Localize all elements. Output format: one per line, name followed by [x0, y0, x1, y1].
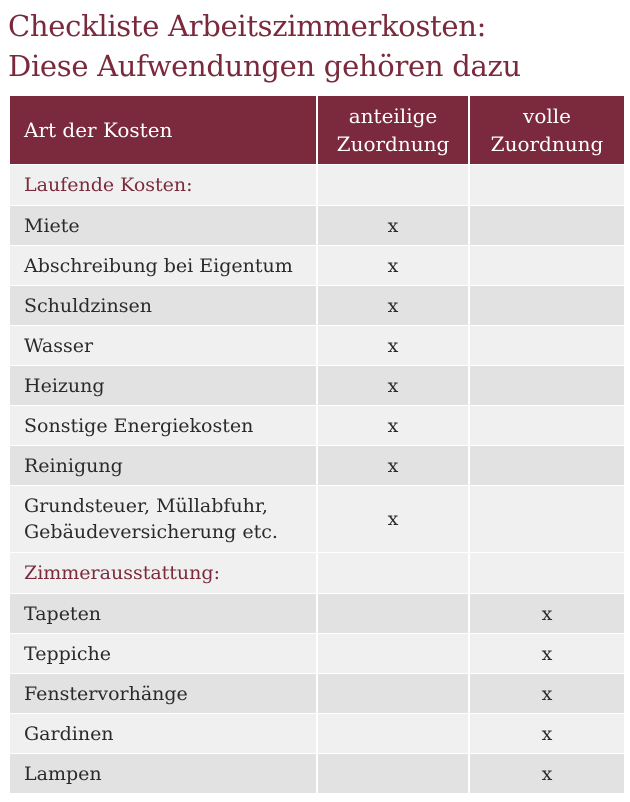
partial-allocation-cell [318, 753, 468, 793]
cost-type-cell: Fenstervorhänge [10, 673, 316, 713]
table-row [10, 245, 624, 285]
empty-cell [470, 552, 624, 593]
partial-allocation-cell [318, 713, 468, 753]
table-row [10, 445, 624, 485]
cost-type-cell: Heizung [10, 365, 316, 405]
partial-allocation-cell [318, 673, 468, 713]
table-row [10, 325, 624, 365]
section-heading: Laufende Kosten: [10, 164, 316, 205]
full-allocation-cell [470, 405, 624, 445]
partial-allocation-cell: x [318, 325, 468, 365]
cost-type-cell: Grundsteuer, Müllabfuhr, Gebäudeversicherung etc. [10, 485, 316, 552]
cost-type-cell: Teppiche [10, 633, 316, 673]
table-row [10, 593, 624, 633]
table-row [10, 485, 624, 552]
table-row [10, 753, 624, 793]
cost-type-cell: Sonstige Energiekosten [10, 405, 316, 445]
full-allocation-cell [470, 365, 624, 405]
page-title [8, 6, 521, 86]
full-allocation-cell: x [470, 673, 624, 713]
header-cost-type: Art der Kosten [10, 96, 316, 164]
table-row [10, 633, 624, 673]
cost-checklist-table [8, 96, 626, 793]
table-row [10, 205, 624, 245]
table-header-row [10, 96, 624, 164]
full-allocation-cell: x [470, 753, 624, 793]
cost-type-cell: Abschreibung bei Eigentum [10, 245, 316, 285]
title-line-1: Checkliste Arbeitszimmerkosten: [8, 9, 487, 43]
full-allocation-cell [470, 245, 624, 285]
full-allocation-cell [470, 285, 624, 325]
partial-allocation-cell: x [318, 245, 468, 285]
partial-allocation-cell: x [318, 485, 468, 552]
full-allocation-cell [470, 205, 624, 245]
cost-type-cell: Wasser [10, 325, 316, 365]
header-partial-allocation: anteilige Zuordnung [318, 96, 468, 164]
empty-cell [318, 164, 468, 205]
partial-allocation-cell: x [318, 285, 468, 325]
full-allocation-cell: x [470, 633, 624, 673]
section-heading: Zimmerausstattung: [10, 552, 316, 593]
full-allocation-cell [470, 485, 624, 552]
partial-allocation-cell: x [318, 405, 468, 445]
cost-type-cell: Schuldzinsen [10, 285, 316, 325]
cost-type-cell: Tapeten [10, 593, 316, 633]
cost-type-cell: Miete [10, 205, 316, 245]
table-body [10, 164, 624, 793]
full-allocation-cell: x [470, 593, 624, 633]
section-heading-row [10, 164, 624, 205]
cost-type-cell: Gardinen [10, 713, 316, 753]
header-full-allocation: volle Zuordnung [470, 96, 624, 164]
table-row [10, 365, 624, 405]
cost-type-cell: Lampen [10, 753, 316, 793]
cost-type-cell: Reinigung [10, 445, 316, 485]
empty-cell [470, 164, 624, 205]
full-allocation-cell: x [470, 713, 624, 753]
table-row [10, 405, 624, 445]
partial-allocation-cell [318, 633, 468, 673]
partial-allocation-cell [318, 593, 468, 633]
table-row [10, 285, 624, 325]
empty-cell [318, 552, 468, 593]
section-heading-row [10, 552, 624, 593]
table-row [10, 673, 624, 713]
partial-allocation-cell: x [318, 445, 468, 485]
title-line-2: Diese Aufwendungen gehören dazu [8, 49, 521, 83]
partial-allocation-cell: x [318, 205, 468, 245]
full-allocation-cell [470, 325, 624, 365]
table-row [10, 713, 624, 753]
full-allocation-cell [470, 445, 624, 485]
partial-allocation-cell: x [318, 365, 468, 405]
